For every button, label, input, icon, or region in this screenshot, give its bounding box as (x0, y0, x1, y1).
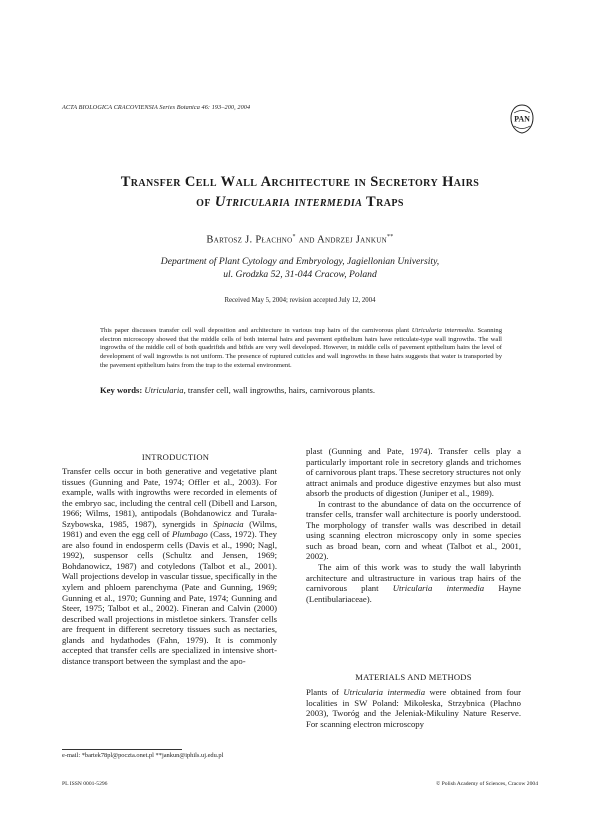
paper-title-line-2 (40, 192, 560, 212)
author-1-mark: * (292, 234, 296, 240)
received-dates: Received May 5, 2004; revision accepted July 12, 2004 (224, 297, 376, 304)
affiliation-line-1: Department of Plant Cytology and Embryology, Jagiellonian University, (160, 256, 440, 267)
keywords-label: Key words: (100, 385, 145, 395)
affiliation-line-2: ul. Grodzka 52, 31-044 Cracow, Poland (223, 269, 377, 280)
right-column-text (306, 446, 521, 604)
footnote-rule (62, 749, 182, 750)
author-list (40, 234, 560, 246)
materials-methods-heading: MATERIALS AND METHODS (355, 672, 472, 682)
title-line-2-suffix: Traps (362, 194, 404, 210)
keywords-rest: , transfer cell, wall ingrowths, hairs, carnivorous plants. (183, 385, 375, 395)
intro-genus-spinacia: Spinacia (213, 518, 244, 529)
paragraph-3-c: Hayne (Lentibulariaceae). (306, 583, 521, 604)
methods-text-1: Plants of (306, 687, 344, 697)
author-1: Bartosz J. Płachno (206, 234, 293, 246)
methods-species: Utricularia intermedia (343, 687, 426, 697)
intro-text-3: (Cass, 1972). They are also found in endosperm cells (Davis et al., 1990; Nagl, 1992), suspensor cells (Schultz and Jensen, 1969; Bohdanowicz, 1987) and cotyledons (Talbot et al., 2001). Wall projections develop in vascular tissue, specifically in the xylem and phloem parenchyma (Pate and Gunning, 1969; Gunning et al., 1970; Gunning and Pate, 1974; Gunning and Steer, 1975; Talbot et al., 2002). Fineran and Calvin (2000) described wall projections in mistletoe sinkers. Transfer cells are frequent in different secretory tissues such as nectaries, glands and hydathodes (Fahn, 1979). It is commonly accepted that transfer cells are specialized in intensive short-distance transport between the symplast and the apo- (62, 529, 277, 666)
paper-title-line-1 (40, 172, 560, 192)
issn: PL ISSN 0001-5296 (62, 781, 108, 787)
author-2: Andrzej Jankun (317, 234, 387, 246)
title-species: Utricularia intermedia (214, 194, 363, 210)
abstract-species: Utricularia intermedia (411, 327, 474, 334)
authors-conjunction: and (295, 234, 318, 246)
footnote-emails: e-mail: *bartek78pl@poczta.onet.pl **jankun@iphils.uj.edu.pl (62, 752, 224, 759)
pan-logo-text: PAN (514, 114, 530, 124)
title-line-1-text: Transfer Cell Wall Architecture in Secretory Hairs (120, 174, 480, 190)
paragraph-3 (306, 562, 521, 604)
intro-text-1: Transfer cells occur in both generative and vegetative plant tissues (Gunning and Pate, 1974; Offler et al., 2003). For example, walls with ingrowths were recorded in elements of the embryo sac, including the central cell (Dibell and Larson, 1966; Wilms, 1981), antipodals (Bohdanowicz and Turała-Szybowska, 1985, 1987), synergids in (62, 466, 277, 529)
title-line-2-prefix: of (196, 194, 215, 210)
introduction-text (62, 466, 277, 666)
copyright: © Polish Academy of Sciences, Cracow 2004 (436, 781, 538, 787)
materials-methods-text (306, 687, 521, 729)
intro-text-2: (Wilms, 1981) and even the egg cell of (62, 518, 277, 540)
paragraph-2: In contrast to the abundance of data on the occurrence of transfer cells, transfer wall architecture is poorly understood. The morphology of transfer walls was described in detail using scanning electron microscopy only in some species such as broad bean, corn and wheat (Talbot et al., 2001, 2002). (306, 498, 521, 562)
paragraph-3-a: The aim of this work was to study the wall labyrinth architecture and ultrastructure in various trap hairs of the carnivorous plant (306, 562, 521, 594)
methods-text-2: were obtained from four localities in SW Poland: Mikołeska, Strzybnica (Płachno 2003), Tworóg and the Jeleniak-Mikuliny Nature Reserve. For scanning electron microscopy (306, 687, 521, 729)
pan-logo (510, 104, 534, 134)
keywords-first: Utricularia (144, 385, 184, 395)
abstract (100, 327, 502, 371)
intro-genus-plumbago: Plumbago (172, 529, 208, 540)
abstract-part-2: . Scanning electron microscopy showed that the middle cells of both internal hairs and pavement epithelium hairs have reticulate-type wall ingrowths. The wall ingrowths of the middle cell of both quadrifids and bifids are very well developed. However, in middle cells of pavement epithelium hairs the level of development of wall ingrowths is not uniform. The presence of ruptured cuticles and wall ingrowths in these hairs suggests that water is transported by the pavement epithelium hairs from the trap to the external environment. (100, 327, 502, 369)
journal-header: ACTA BIOLOGICA CRACOVIENSIA Series Botanica 46: 193–200, 2004 (62, 104, 251, 111)
paragraph-1: plast (Gunning and Pate, 1974). Transfer cells play a particularly important role in secretory glands and trichomes of carnivorous plant traps. These secretory structures not only attract animals and produce digestive enzymes but also must absorb the products of digestion (Juniper et al., 1989). (306, 446, 521, 499)
abstract-part-1: This paper discusses transfer cell wall deposition and architecture in various trap hairs of the carnivorous plant (100, 327, 412, 334)
keywords (100, 385, 520, 395)
paragraph-3-species: Utricularia intermedia (392, 583, 485, 594)
author-2-mark: ** (386, 234, 394, 240)
introduction-heading: INTRODUCTION (141, 452, 210, 462)
